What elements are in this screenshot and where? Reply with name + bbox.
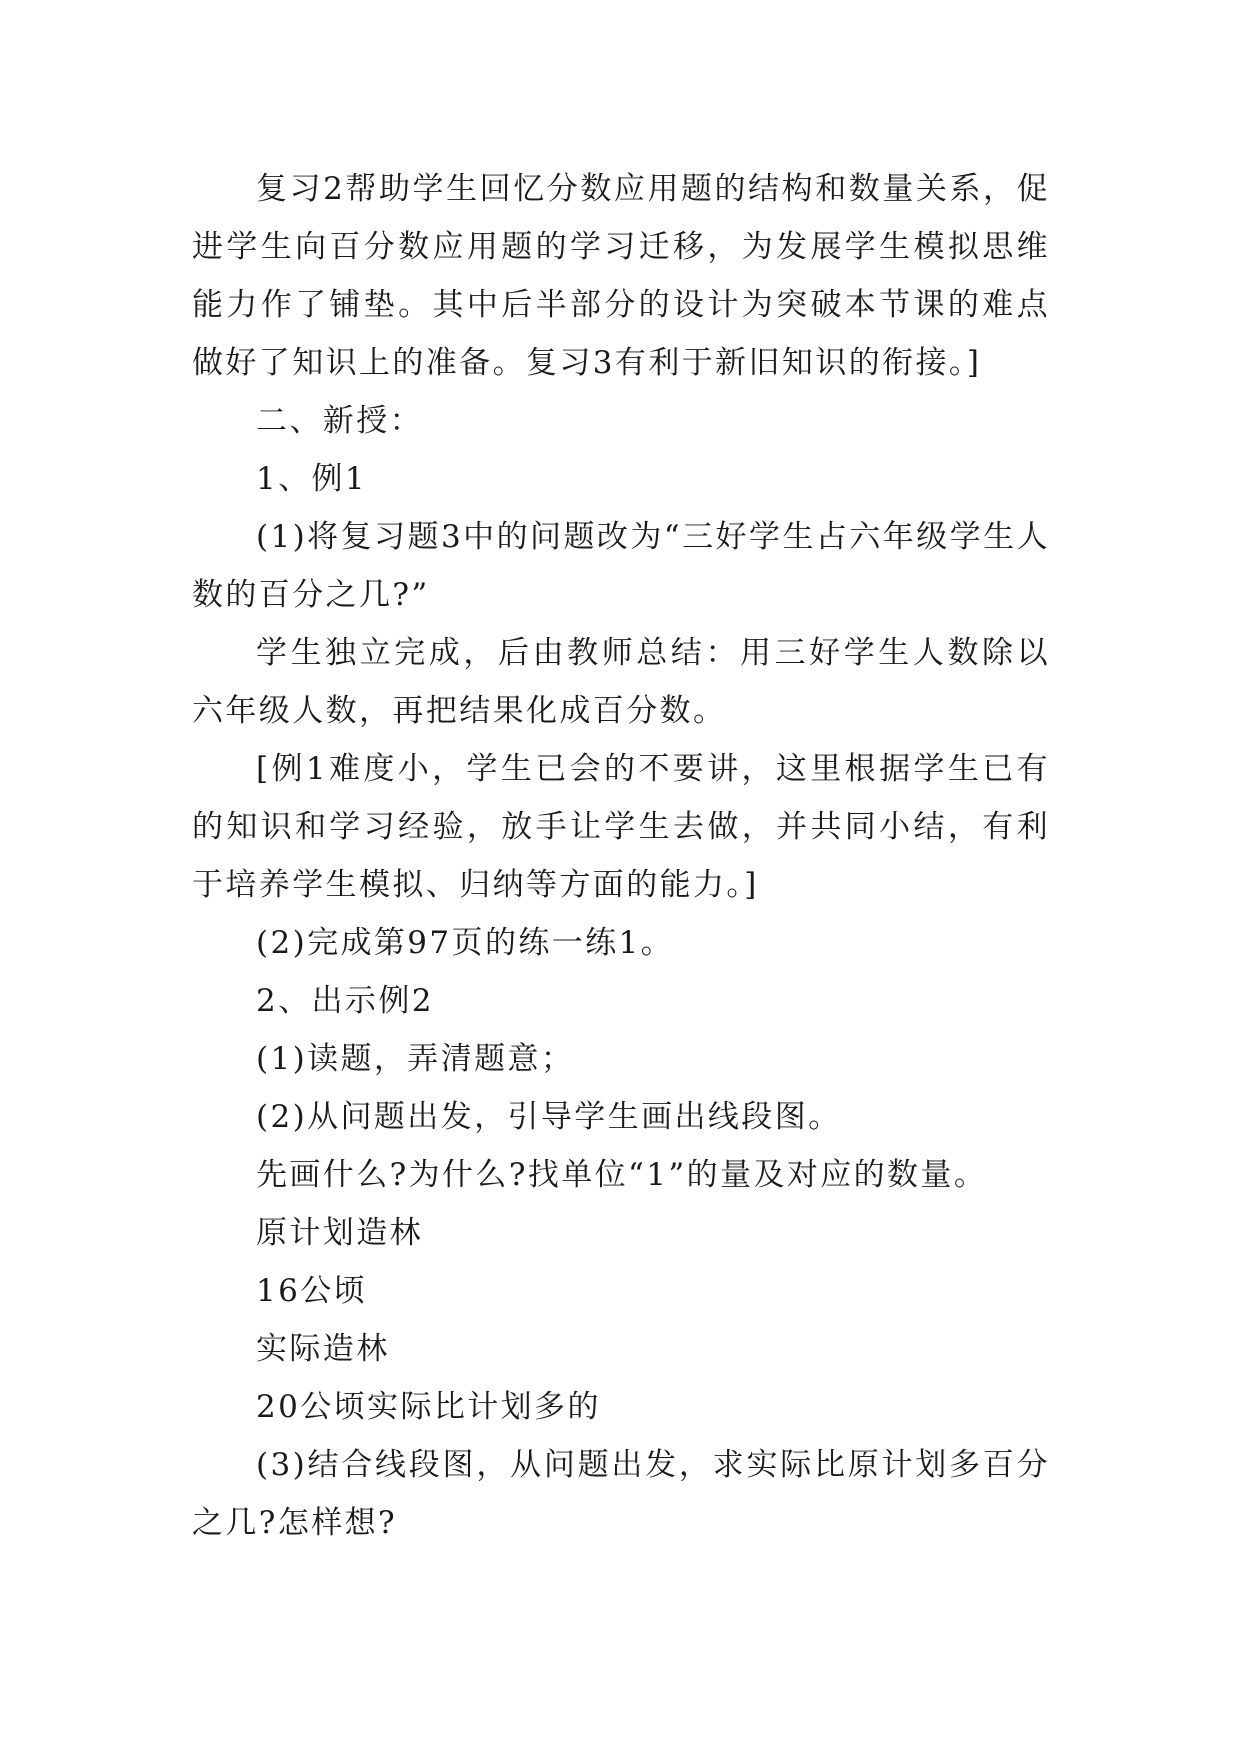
paragraph-drawing-question: 先画什么?为什么?找单位“1”的量及对应的数量。 [256,1157,988,1193]
diagram-label-planned-value: 16公顷 [256,1273,368,1309]
paragraph-example-2-step-3: (3)结合线段图，从问题出发，求实际比原计划多百分之几?怎样想? [192,1447,1050,1541]
diagram-label-actual-value: 20公顷实际比计划多的 [256,1389,601,1425]
diagram-label-planned: 原计划造林 [256,1215,423,1251]
document-page [192,160,1050,1552]
paragraph-example-1-step-1: (1)将复习题3中的问题改为“三好学生占六年级学生人数的百分之几?” [192,519,1050,613]
diagram-label-actual: 实际造林 [256,1331,390,1367]
paragraph-teacher-summary: 学生独立完成，后由教师总结：用三好学生人数除以六年级人数，再把结果化成百分数。 [192,635,1050,729]
paragraph-example-2-step-2: (2)从问题出发，引导学生画出线段图。 [256,1099,842,1135]
paragraph-example-1-step-2: (2)完成第97页的练一练1。 [256,925,675,961]
example-1-heading: 1、例1 [256,461,368,497]
paragraph-review-2-note: 复习2帮助学生回忆分数应用题的结构和数量关系，促进学生向百分数应用题的学习迁移，为发展学生模拟思维能力作了铺垫。其中后半部分的设计为突破本节课的难点做好了知识上的准备。复习3有利于新旧知识的衔接。] [192,171,1050,381]
paragraph-example-2-step-1: (1)读题，弄清题意； [256,1041,575,1077]
section-heading-new-lesson: 二、新授： [256,403,423,439]
paragraph-example-1-note: [例1难度小，学生已会的不要讲，这里根据学生已有的知识和学习经验，放手让学生去做，并共同小结，有利于培养学生模拟、归纳等方面的能力。] [192,751,1050,903]
example-2-heading: 2、出示例2 [256,983,434,1019]
